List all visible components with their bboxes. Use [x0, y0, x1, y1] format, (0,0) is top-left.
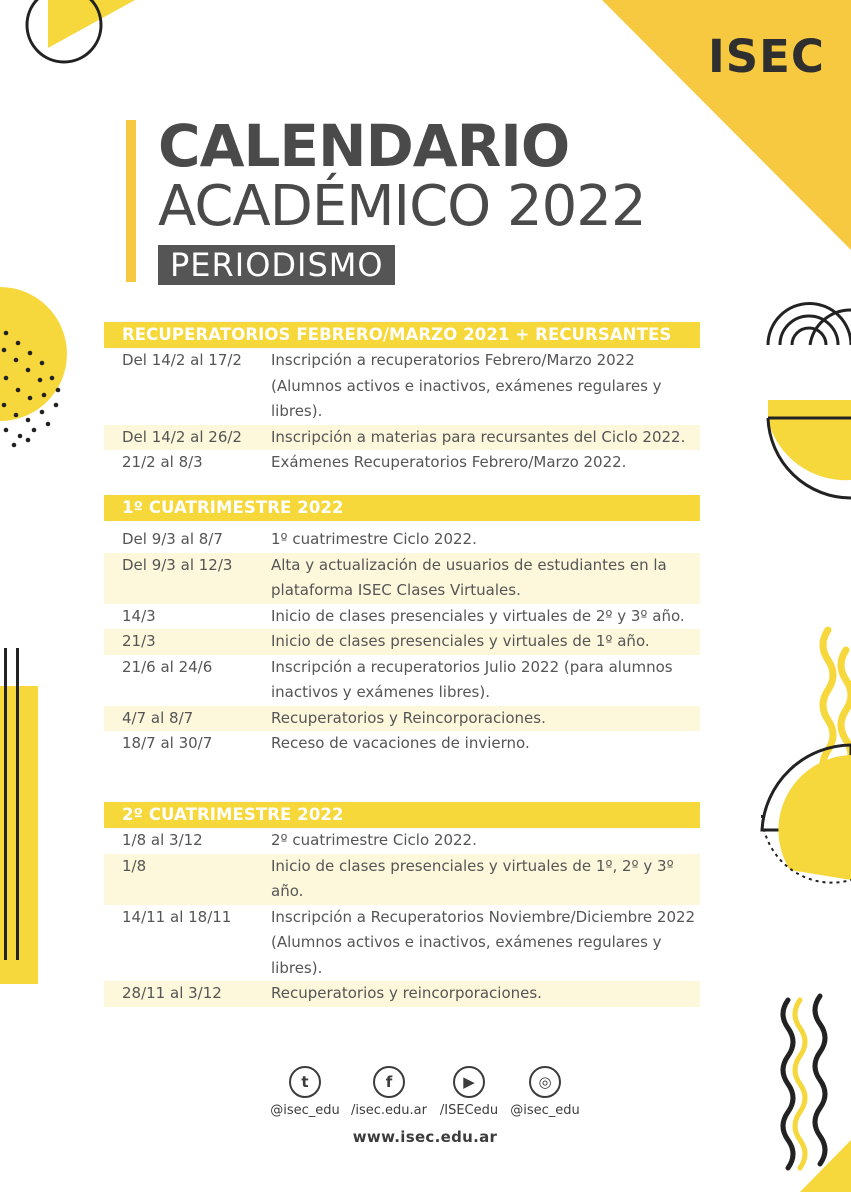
social-label[interactable]: @isec_edu: [270, 1103, 340, 1118]
social-facebook[interactable]: [349, 1066, 429, 1118]
table-row: [104, 553, 700, 604]
website-link[interactable]: www.isec.edu.ar: [352, 1128, 498, 1146]
youtube-icon[interactable]: ▶: [453, 1066, 485, 1098]
table-row: [104, 981, 700, 1007]
row-date: Del 14/2 al 17/2: [122, 351, 242, 369]
row-date: 21/2 al 8/3: [122, 453, 203, 471]
career-badge: PERIODISMO: [158, 245, 395, 285]
row-description: Inicio de clases presenciales y virtuales de 1º año.: [271, 632, 650, 650]
section-heading: 2º CUATRIMESTRE 2022: [104, 802, 700, 828]
table-row: [104, 905, 700, 982]
page-title: CALENDARIO: [158, 112, 570, 180]
facebook-icon[interactable]: f: [373, 1066, 405, 1098]
title-accent-bar: [126, 120, 136, 282]
row-date: 21/6 al 24/6: [122, 657, 213, 676]
table-row: [104, 854, 700, 905]
table-row: [104, 425, 700, 451]
social-label[interactable]: /ISECedu: [439, 1103, 499, 1118]
table-row: [104, 629, 700, 655]
row-description: Recuperatorios y Reincorporaciones.: [271, 708, 546, 727]
table-row: [104, 348, 700, 425]
section-recuperatorios: [104, 322, 700, 476]
table-row: [104, 731, 700, 757]
page-title-year: ACADÉMICO 2022: [158, 174, 646, 239]
section-heading: RECUPERATORIOS FEBRERO/MARZO 2021 + RECURSANTES: [104, 322, 700, 348]
row-description: Alta y actualización de usuarios de estudiantes en la plataforma ISEC Clases Virtuales.: [271, 555, 667, 599]
row-date: 1/8: [122, 856, 147, 875]
row-description: Receso de vacaciones de invierno.: [271, 734, 530, 752]
row-date: Del 14/2 al 26/2: [122, 427, 242, 446]
table-row: [104, 527, 700, 553]
social-instagram[interactable]: [505, 1066, 585, 1118]
table-row: [104, 706, 700, 732]
row-description: Inicio de clases presenciales y virtuales de 2º y 3º año.: [271, 606, 685, 625]
row-date: 14/3: [122, 606, 156, 625]
isec-logo: ISEC: [708, 30, 825, 83]
table-row: [104, 828, 700, 854]
row-description: Recuperatorios y reincorporaciones.: [271, 984, 542, 1002]
social-youtube[interactable]: [429, 1066, 509, 1118]
row-date: 14/11 al 18/11: [122, 907, 232, 926]
table-row: [104, 655, 700, 706]
row-date: Del 9/3 al 8/7: [122, 530, 223, 548]
row-date: 28/11 al 3/12: [122, 984, 222, 1002]
row-date: 4/7 al 8/7: [122, 708, 194, 727]
row-description: Inscripción a recuperatorios Julio 2022 (para alumnos inactivos y exámenes libres).: [271, 657, 673, 701]
row-description: Exámenes Recuperatorios Febrero/Marzo 2022.: [271, 453, 627, 471]
table-row: [104, 450, 700, 476]
section-heading: 1º CUATRIMESTRE 2022: [104, 495, 700, 521]
row-date: Del 9/3 al 12/3: [122, 555, 233, 574]
row-description: Inscripción a materias para recursantes del Ciclo 2022.: [271, 427, 686, 446]
social-label[interactable]: @isec_edu: [510, 1103, 580, 1118]
social-twitter[interactable]: [265, 1066, 345, 1118]
twitter-icon[interactable]: t: [289, 1066, 321, 1098]
table-row: [104, 604, 700, 630]
row-description: 1º cuatrimestre Ciclo 2022.: [271, 530, 477, 548]
section-segundo-cuatrimestre: [104, 802, 700, 1007]
row-date: 1/8 al 3/12: [122, 831, 203, 849]
row-description: Inscripción a Recuperatorios Noviembre/Diciembre 2022 (Alumnos activos e inactivos, exámenes regulares y libres).: [271, 907, 696, 977]
social-label[interactable]: /isec.edu.ar: [351, 1103, 427, 1118]
row-description: Inscripción a recuperatorios Febrero/Marzo 2022 (Alumnos activos e inactivos, exámenes regulares y libres).: [271, 351, 662, 420]
row-description: 2º cuatrimestre Ciclo 2022.: [271, 831, 477, 849]
row-date: 21/3: [122, 632, 156, 650]
row-description: Inicio de clases presenciales y virtuales de 1º, 2º y 3º año.: [271, 856, 674, 900]
section-primer-cuatrimestre: [104, 495, 700, 757]
row-date: 18/7 al 30/7: [122, 734, 213, 752]
instagram-icon[interactable]: ◎: [529, 1066, 561, 1098]
